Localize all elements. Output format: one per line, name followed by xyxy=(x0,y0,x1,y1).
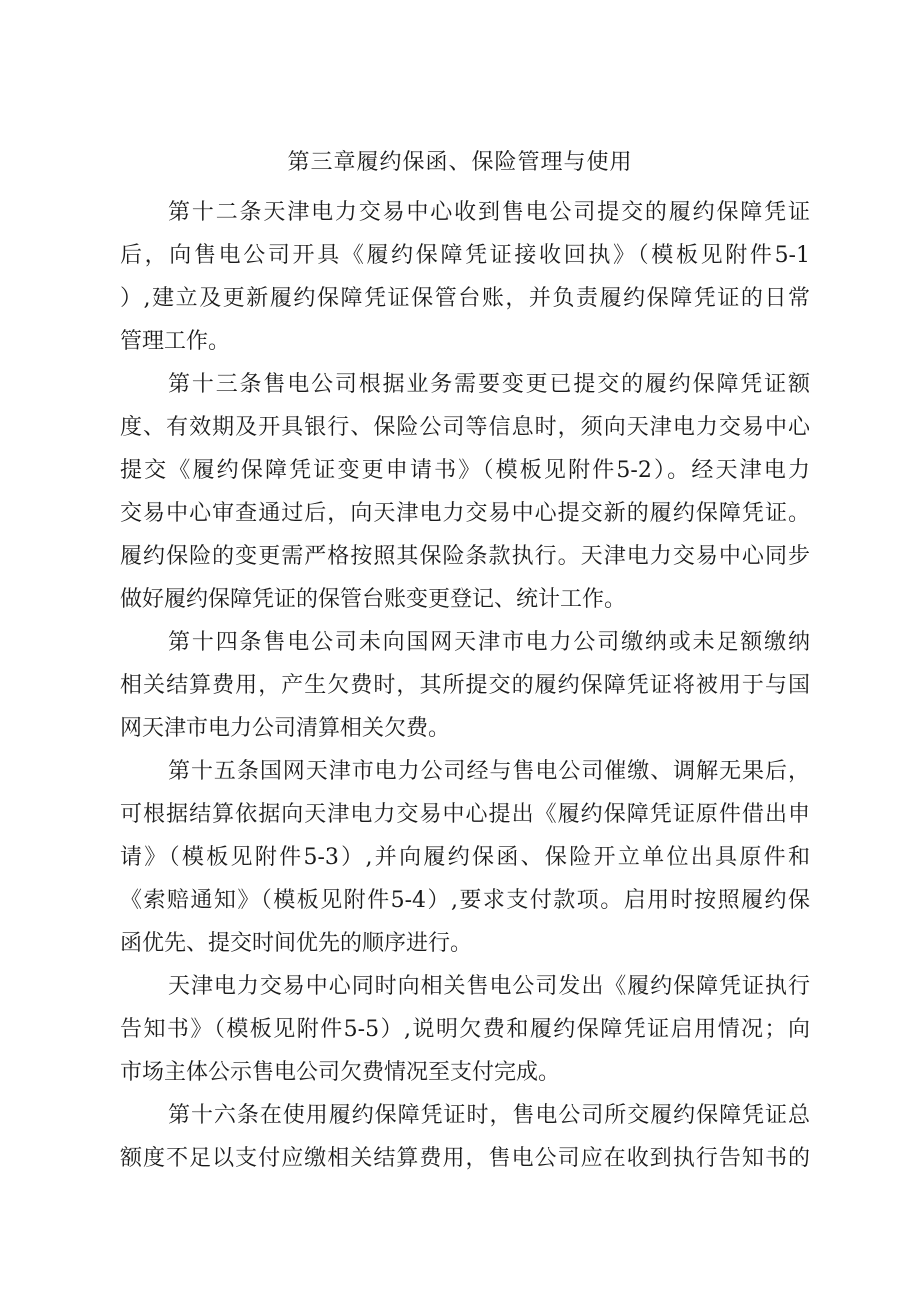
paragraph-line: 告知书》（模板见附件5-5）,说明欠费和履约保障凭证启用情况；向 xyxy=(120,1017,810,1042)
chapter-title: 第三章履约保函、保险管理与使用 xyxy=(287,150,633,175)
paragraph-line: 交易中心审查通过后，向天津电力交易中心提交新的履约保障凭证。 xyxy=(120,501,810,526)
paragraph-line: ）,建立及更新履约保障凭证保管台账，并负责履约保障凭证的日常 xyxy=(120,286,810,311)
paragraph-line: 请》（模板见附件5-3）,并向履约保函、保险开立单位出具原件和 xyxy=(120,845,810,870)
paragraph-line: 第十五条国网天津市电力公司经与售电公司催缴、调解无果后， xyxy=(168,759,810,784)
paragraph-line: 市场主体公示售电公司欠费情况至支付完成。 xyxy=(120,1060,561,1085)
paragraph-line: 第十三条售电公司根据业务需要变更已提交的履约保障凭证额 xyxy=(168,372,810,397)
paragraph-line: 额度不足以支付应缴相关结算费用，售电公司应在收到执行告知书的 xyxy=(120,1146,810,1171)
paragraph-line: 后，向售电公司开具《履约保障凭证接收回执》（模板见附件5-1 xyxy=(120,243,810,268)
paragraph-line: 第十四条售电公司未向国网天津市电力公司缴纳或未足额缴纳 xyxy=(168,630,810,655)
paragraph-line: 《索赔通知》（模板见附件5-4）,要求支付款项。启用时按照履约保 xyxy=(120,888,810,913)
paragraph-line: 网天津市电力公司清算相关欠费。 xyxy=(120,716,451,741)
paragraph-line: 做好履约保障凭证的保管台账变更登记、统计工作。 xyxy=(120,587,627,612)
paragraph-line: 提交《履约保障凭证变更申请书》（模板见附件5-2）。经天津电力 xyxy=(120,458,810,483)
paragraph-line: 第十六条在使用履约保障凭证时，售电公司所交履约保障凭证总 xyxy=(168,1103,810,1128)
paragraph-line: 管理工作。 xyxy=(120,329,231,354)
paragraph-line: 函优先、提交时间优先的顺序进行。 xyxy=(120,931,473,956)
paragraph-line: 履约保险的变更需严格按照其保险条款执行。天津电力交易中心同步 xyxy=(120,544,810,569)
paragraph-line: 可根据结算依据向天津电力交易中心提出《履约保障凭证原件借出申 xyxy=(120,802,810,827)
paragraph-line: 天津电力交易中心同时向相关售电公司发出《履约保障凭证执行 xyxy=(168,974,810,999)
paragraph-line: 第十二条天津电力交易中心收到售电公司提交的履约保障凭证 xyxy=(168,200,810,225)
paragraph-line: 度、有效期及开具银行、保险公司等信息时，须向天津电力交易中心 xyxy=(120,415,810,440)
paragraph-line: 相关结算费用，产生欠费时，其所提交的履约保障凭证将被用于与国 xyxy=(120,673,810,698)
